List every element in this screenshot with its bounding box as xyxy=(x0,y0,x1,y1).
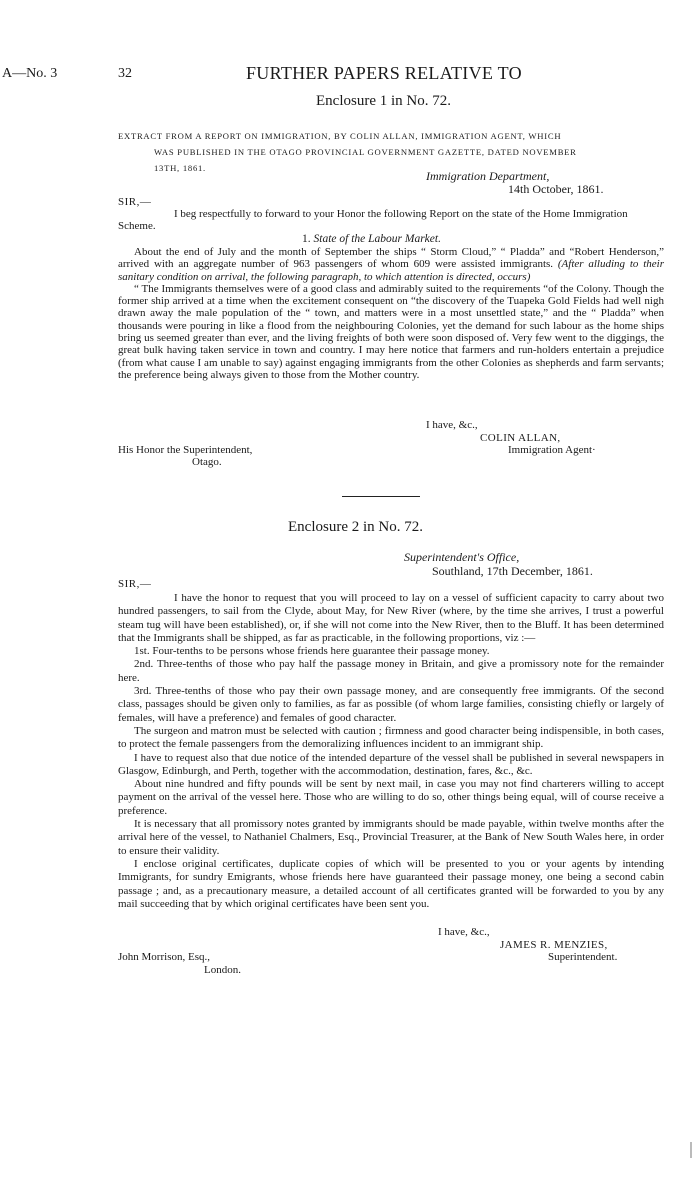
body-paragraph: I enclose original certificates, duplicate copies of which will be presented to you or your agents by intending Immigrants, for sundry Emigrants, whose friends here have guaranteed their passage money, one being a second cabin passage ; and, as a precautionary measure, a detailed account of all certificates granted will be forwarded to you by any mail succeeding that by which original certificates have been sent you. xyxy=(118,857,664,910)
body-paragraph: “ The Immigrants themselves were of a good class and admirably suited to the requirements “of the Colony. Though the former ship arrived at a time when the excitement consequent on “the discovery of the Tuapeka Gold Fields had well nigh drawn away the male population of the “ town, and matters were in a most unsettled state,” and the “ Pladda” when thousands were pouring in like a flood from the neighbouring Colonies, yet the demand for such labour as the home ships bring us seemed greater than ever, and the living freights of both were soon disposed of. Very few went to the diggings, the great bulk having taken service in town and country. I may here notice that farmers and run-holders entertain a prejudice (from what cause I am unable to say) against engaging immigrants from the other Colonies as shepherds and farm servants; the preference being always given to those from the Mother country. xyxy=(118,282,664,381)
letter-1-signature: COLIN ALLAN, xyxy=(480,432,561,444)
body-paragraph: It is necessary that all promissory notes granted by immigrants should be made payable, within twelve months after the arrival here of the vessel, to Nathaniel Chalmers, Esq., Provincial Treasurer, at the Bank of New South Wales here, in order to ensure their validity. xyxy=(118,818,664,857)
scan-edge-mark xyxy=(690,1142,692,1158)
letter-2-addressee: John Morrison, Esq., xyxy=(118,951,210,963)
letter-1-addressee: His Honor the Superintendent, xyxy=(118,444,253,456)
letter-1-date: 14th October, 1861. xyxy=(508,182,604,196)
list-item: 2nd. Three-tenths of those who pay half the passage money in Britain, and give a promissory note for the remainder here. xyxy=(118,658,664,684)
letter-2-closing: I have, &c., xyxy=(438,926,490,938)
caption-line: EXTRACT FROM A REPORT ON IMMIGRATION, BY COLIN ALLAN, IMMIGRATION AGENT, WHICH xyxy=(118,131,562,141)
body-paragraph: I have the honor to request that you will proceed to lay on a vessel of sufficient capacity to carry about two hundred passengers, to sail from the Clyde, about May, for New River (where, by the time she arrives, I trust a powerful steam tug will have been established), or, if she will not come into the New River, then to the Bluff. It has been determined that the Immigrants shall be shipped, as far as practicable, in the following proportions, viz :— xyxy=(118,592,664,644)
letter-2-signature-title: Superintendent. xyxy=(548,951,618,963)
document-reference: A—No. 3 xyxy=(2,66,58,81)
editorial-note: (After alluding to their sanitary condition on arrival, the following paragraph, to which attention is directed, occurs) xyxy=(118,258,664,283)
caption-line: 13TH, 1861. xyxy=(154,163,206,173)
letter-2-body xyxy=(118,592,664,911)
opening-paragraph: I beg respectfully to forward to your Honor the following Report on the state of the Home Immigration Scheme. xyxy=(118,208,628,233)
letter-2-salutation: SIR,— xyxy=(118,578,152,590)
letter-2-date: Southland, 17th December, 1861. xyxy=(432,564,593,578)
letter-1-salutation: SIR,— xyxy=(118,196,152,208)
body-paragraph: About nine hundred and fifty pounds will be sent by next mail, in case you may not find charterers willing to accept payment on the arrival of the vessel here. Those who are willing to do so, other things being equal, will of course receive a preference. xyxy=(118,778,664,817)
section-title: State of the Labour Market. xyxy=(313,233,441,245)
letter-1-closing: I have, &c., xyxy=(426,419,478,431)
enclosure-1-caption xyxy=(118,128,660,176)
caption-line: WAS PUBLISHED IN THE OTAGO PROVINCIAL GOVERNMENT GAZETTE, DATED NOVEMBER xyxy=(154,147,577,157)
section-divider xyxy=(342,496,420,497)
letter-2-signature: JAMES R. MENZIES, xyxy=(500,939,608,951)
letter-2-addressee-place: London. xyxy=(204,964,241,976)
letter-2-office: Superintendent's Office, xyxy=(404,550,520,564)
letter-1-signature-title: Immigration Agent· xyxy=(508,444,596,456)
section-heading xyxy=(302,233,441,245)
enclosure-2-heading: Enclosure 2 in No. 72. xyxy=(288,519,423,535)
letter-1-addressee-place: Otago. xyxy=(192,456,222,468)
body-paragraph: The surgeon and matron must be selected with caution ; firmness and good character being indispensible, in both cases, to protect the female passengers from the demoralizing influences incident to an immigrant ship. xyxy=(118,724,664,751)
page-number: 32 xyxy=(118,66,132,81)
body-paragraph: I have to request also that due notice of the intended departure of the vessel shall be published in several newspapers in Glasgow, Edinburgh, and Perth, together with the accommodation, destination, fares, &c., &c. xyxy=(118,751,664,777)
letter-1-department: Immigration Department, xyxy=(426,169,550,183)
body-paragraph xyxy=(118,246,664,283)
letter-1-body xyxy=(118,246,664,381)
letter-1-opening xyxy=(118,208,664,233)
page-title: FURTHER PAPERS RELATIVE TO xyxy=(246,63,522,83)
enclosure-1-heading: Enclosure 1 in No. 72. xyxy=(316,93,451,109)
section-number: 1. xyxy=(302,233,311,245)
list-item: 1st. Four-tenths to be persons whose friends here guarantee their passage money. xyxy=(134,645,490,658)
paragraph-text: About the end of July and the month of September the ships “ Storm Cloud,” “ Pladda” and “Robert Henderson,” arrived with an aggregate number of 963 passengers of whom 609 were assisted immigrants. xyxy=(118,246,664,271)
list-item: 3rd. Three-tenths of those who pay their own passage money, and are consequently free immigrants. Of the second class, passages should be given only to families, as far as possible (of whom large families, consisting chiefly or largely of females, will have a preference) and females of good character. xyxy=(118,685,664,724)
